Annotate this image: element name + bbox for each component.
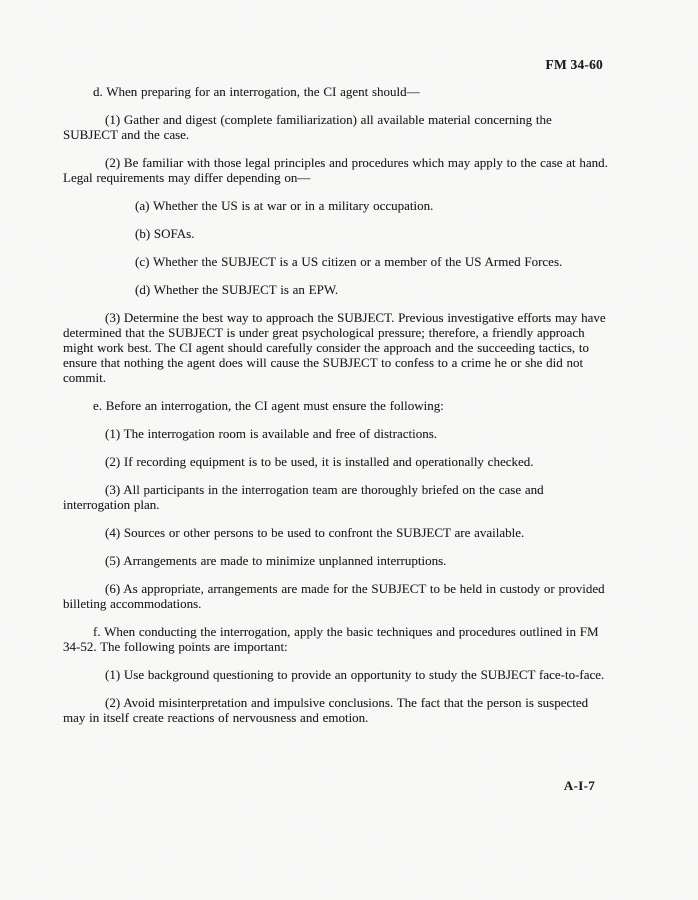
doc-number: FM 34-60 — [545, 57, 603, 72]
paragraph-d: d. When preparing for an interrogation, the CI agent should— — [93, 84, 420, 99]
paragraph-d2c: (c) Whether the SUBJECT is a US citizen or a member of the US Armed Forces. — [135, 254, 563, 269]
paragraph-e5: (5) Arrangements are made to minimize unplanned interruptions. — [105, 553, 447, 568]
paragraph-e2: (2) If recording equipment is to be used, it is installed and operationally checked. — [105, 454, 534, 469]
paragraph-d1: (1) Gather and digest (complete familiarization) all available material concerning the SUBJECT and the case. — [63, 112, 552, 142]
document-text — [63, 84, 608, 738]
paragraph-f: f. When conducting the interrogation, apply the basic techniques and procedures outlined in FM 34-52. The following points are important: — [63, 624, 599, 654]
paragraph-e3: (3) All participants in the interrogation team are thoroughly briefed on the case and interrogation plan. — [63, 482, 544, 512]
paragraph-d2: (2) Be familiar with those legal principles and procedures which may apply to the case at hand. Legal requirements may differ depending on— — [63, 155, 608, 185]
paragraph-e4: (4) Sources or other persons to be used to confront the SUBJECT are available. — [105, 525, 525, 540]
paragraph-e6: (6) As appropriate, arrangements are made for the SUBJECT to be held in custody or provided billeting accommodations. — [63, 581, 605, 611]
paragraph-d2a: (a) Whether the US is at war or in a military occupation. — [135, 198, 434, 213]
paragraph-f2: (2) Avoid misinterpretation and impulsive conclusions. The fact that the person is suspected may in itself create reactions of nervousness and emotion. — [63, 695, 589, 725]
paragraph-d2d: (d) Whether the SUBJECT is an EPW. — [135, 282, 339, 297]
paragraph-e: e. Before an interrogation, the CI agent must ensure the following: — [93, 398, 444, 413]
paragraph-d3: (3) Determine the best way to approach the SUBJECT. Previous investigative efforts may have determined that the SUBJECT is under great psychological pressure; therefore, a friendly approach might work best. The CI agent should carefully consider the approach and the succeeding tactics, to ensure that nothing the agent does will cause the SUBJECT to confess to a crime he or she did not commit. — [63, 310, 606, 385]
paragraph-f1: (1) Use background questioning to provide an opportunity to study the SUBJECT face-to-face. — [105, 667, 605, 682]
paragraph-e1: (1) The interrogation room is available and free of distractions. — [105, 426, 438, 441]
page-number: A-I-7 — [563, 778, 595, 793]
paragraph-d2b: (b) SOFAs. — [135, 226, 195, 241]
